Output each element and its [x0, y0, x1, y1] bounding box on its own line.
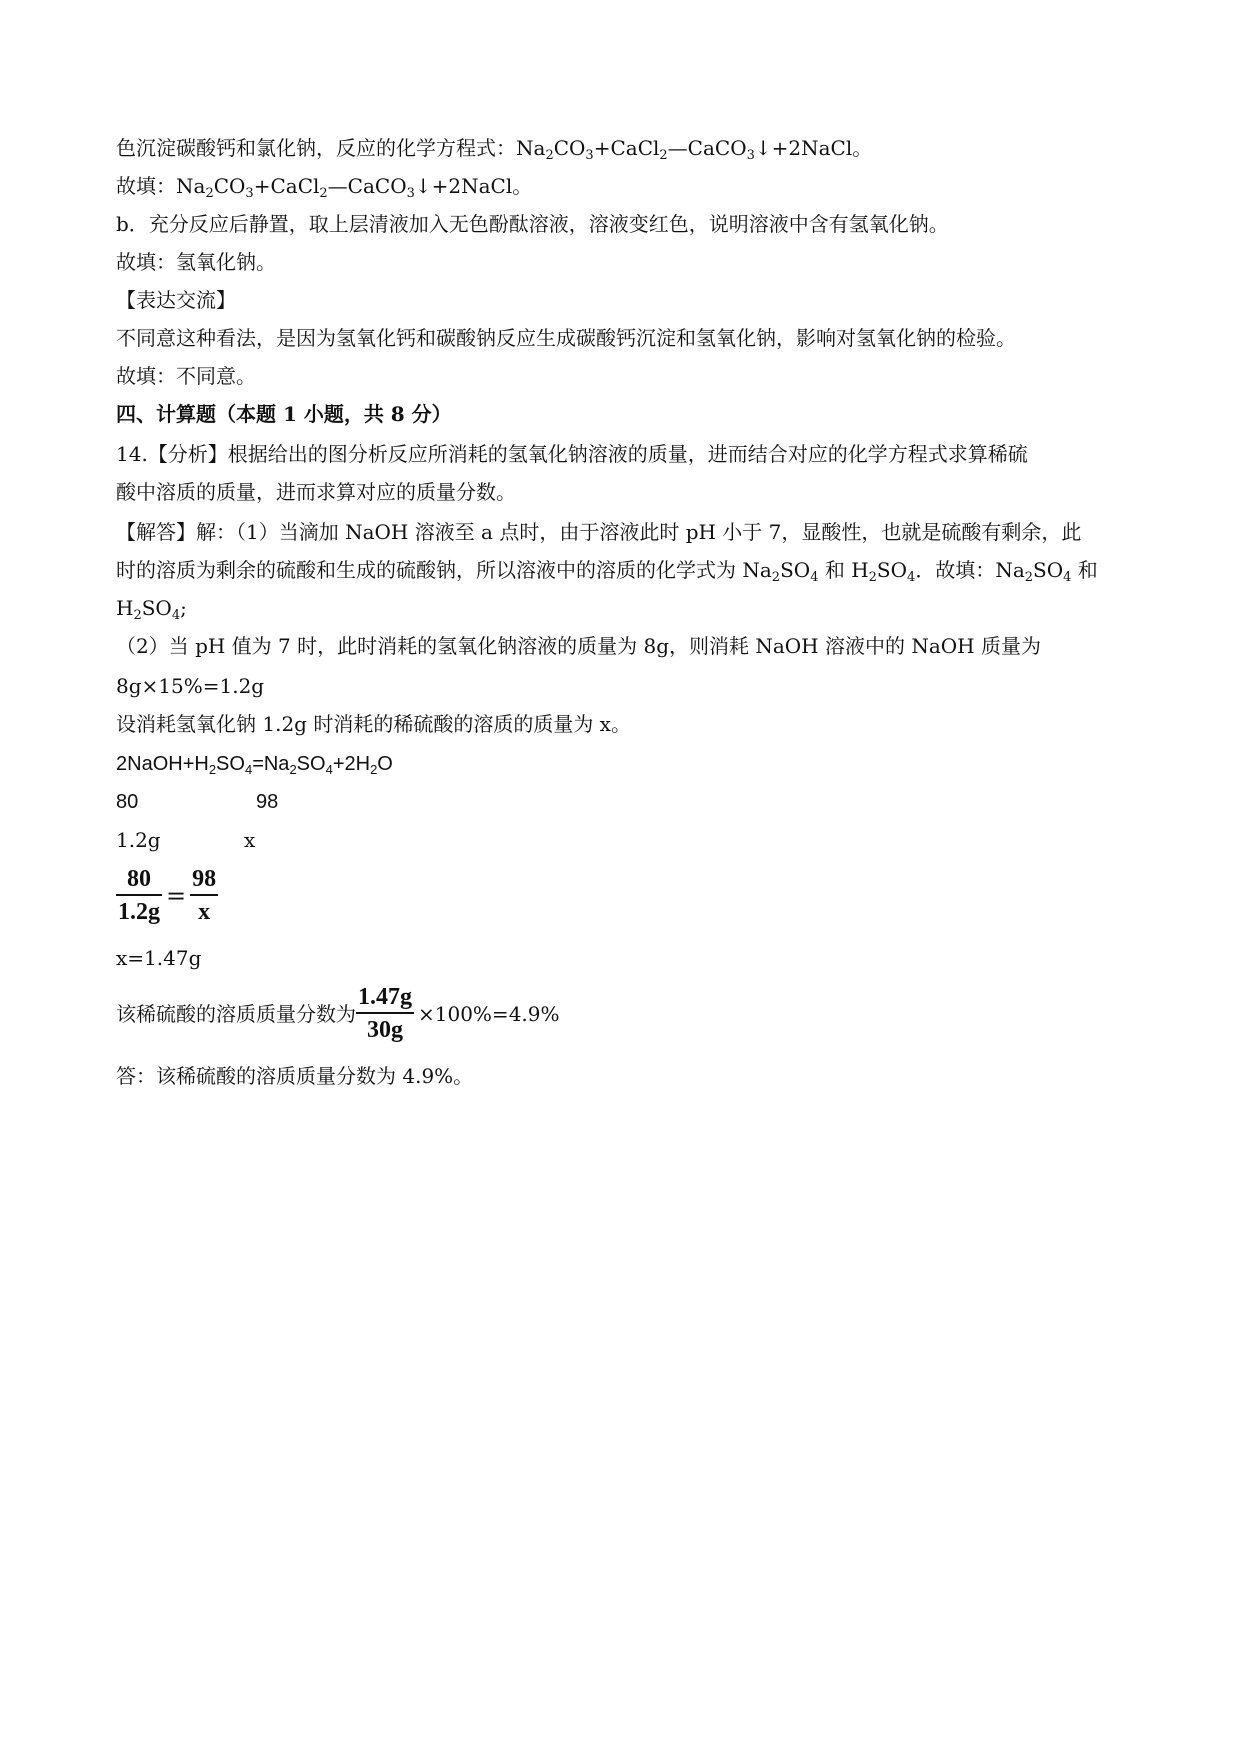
- fraction-98-over-x: $\frac{98}{x}$: [192, 866, 217, 925]
- text-line-part-2: （2）当 pH 值为 7 时，此时消耗的氢氧化钠溶液的质量为 8g，则消耗 NaOH 溶液中的 NaOH 质量为: [116, 634, 1041, 658]
- text-line-naoh-mass-calc: 8g×15%=1.2g: [116, 674, 265, 698]
- text-line-x-result: x=1.47g: [116, 946, 202, 970]
- proportion-equation: [116, 864, 218, 928]
- ratio-mass-1-2g: 1.2g: [116, 828, 161, 852]
- text-line-solute-formula: 时的溶质为剩余的硫酸和生成的硫酸钠，所以溶液中的溶质的化学式为 $Na_2SO_4$ 和 $H_2SO_4$．故填：$Na_2SO_4$ 和: [116, 558, 1098, 585]
- text-line-b: b．充分反应后静置，取上层清液加入无色酚酞溶液，溶液变红色，说明溶液中含有氢氧化钠。: [116, 212, 949, 236]
- molar-mass-80: 80: [116, 791, 139, 813]
- text-line-answer-naoh: 故填：氢氧化钠。: [116, 250, 276, 274]
- chem-equation: $Na_2CO_3+CaCl_2—CaCO_3↓+2NaCl$。: [176, 174, 533, 201]
- section-heading-calculation: 四、计算题（本题 1 小题，共 8 分）: [116, 402, 452, 426]
- fraction-1-47g-over-30g: $\frac{1.47g}{30g}$: [358, 984, 412, 1043]
- text-line-precipitate-equation: [116, 134, 872, 162]
- text-line-q14-analysis: 14.【分析】根据给出的图分析反应所消耗的氢氧化钠溶液的质量，进而结合对应的化学方程式求算稀硫: [116, 442, 1028, 466]
- reaction-equation: $2NaOH+H_2SO_4=Na_2SO_4+2H_2O$: [116, 753, 393, 777]
- text-line-solute-formula-cont: $H_2SO_4$;: [116, 596, 187, 623]
- text-line-set-x: 设消耗氢氧化钠 1.2g 时消耗的稀硫酸的溶质的质量为 x。: [116, 712, 631, 736]
- text-line-mass-fraction: 该稀硫酸的溶质质量分数为 $\frac{1.47g}{30g}$ ×100%=4.9%: [116, 982, 560, 1046]
- text-line-solution-1: 【解答】解：（1）当滴加 NaOH 溶液至 a 点时，由于溶液此时 pH 小于 7，显酸性，也就是硫酸有剩余，此: [116, 520, 1082, 544]
- equals-sign: =: [166, 882, 187, 910]
- ratio-mass-x: x: [244, 828, 256, 852]
- heading-expression-exchange: 【表达交流】: [116, 288, 236, 312]
- text-line-final-answer: 答：该稀硫酸的溶质质量分数为 4.9%。: [116, 1064, 474, 1088]
- text-line-disagree-reason: 不同意这种看法，是因为氢氧化钙和碳酸钠反应生成碳酸钙沉淀和氢氧化钠，影响对氢氧化钠的检验。: [116, 326, 1016, 350]
- chem-equation: $Na_2CO_3+CaCl_2—CaCO_3↓+2NaCl$。: [516, 136, 873, 163]
- molar-mass-98: 98: [256, 791, 279, 813]
- text-line-answer-equation: [116, 172, 532, 200]
- text-line-q14-analysis-cont: 酸中溶质的质量，进而求算对应的质量分数。: [116, 480, 516, 504]
- text: 故填：: [116, 174, 176, 198]
- text-line-answer-disagree: 故填：不同意。: [116, 364, 256, 388]
- text: 色沉淀碳酸钙和氯化钠，反应的化学方程式：: [116, 136, 516, 160]
- fraction-80-over-1-2g: $\frac{80}{1.2g}$: [118, 866, 160, 925]
